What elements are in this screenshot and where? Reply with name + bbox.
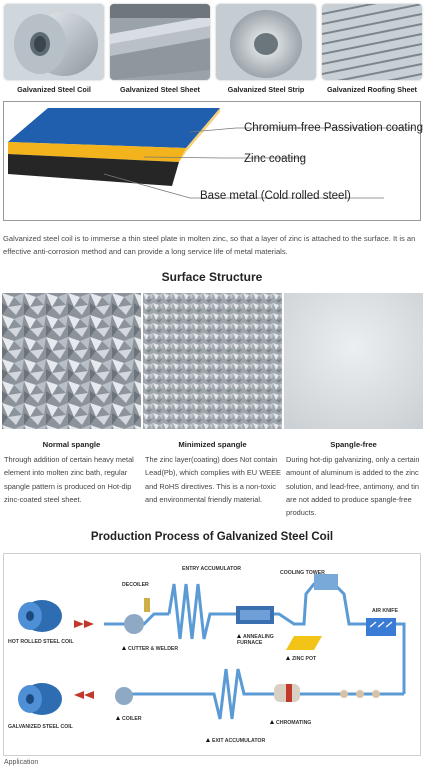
product-label: Galvanized Steel Sheet [120, 85, 200, 94]
passivation-label: Chromium-free Passivation coating [244, 122, 423, 134]
coating-layers-diagram [3, 101, 421, 221]
spangle-title: Normal spangle [42, 440, 101, 449]
product-label: Galvanized Steel Coil [17, 85, 91, 94]
entry-accumulator-label: ENTRY ACCUMULATOR [182, 566, 241, 572]
spangle-title: Spangle-free [330, 440, 377, 449]
cooling-tower-icon [314, 574, 338, 590]
annealing-furnace-label: ANNEALING FURNACE [237, 634, 274, 646]
base-metal-label: Base metal (Cold rolled steel) [200, 190, 351, 202]
decoiler-icon [124, 614, 144, 634]
galvanized-coil-icon [18, 683, 62, 715]
product-roofing-sheet[interactable] [322, 4, 422, 94]
product-steel-coil[interactable] [4, 4, 104, 94]
product-steel-strip[interactable] [216, 4, 316, 94]
normal-spangle-image [2, 293, 141, 429]
minimized-spangle-image [143, 293, 282, 429]
spangle-description: During hot-dip galvanizing, only a certain amount of aluminum is added to the zinc solution, and lead-free, antimony, and tin are not added to produce spangle-free products. [286, 455, 420, 518]
coiler-label: COILER [116, 716, 142, 722]
cutter-welder-icon [144, 598, 150, 612]
production-process-title: Production Process of Galvanized Steel Coil [90, 531, 334, 543]
exit-accumulator-label: EXIT ACCUMULATOR [206, 738, 265, 744]
steel-coil-photo [4, 4, 104, 80]
production-process-diagram [3, 553, 421, 756]
application-heading: Application [4, 759, 39, 766]
hot-rolled-label: HOT ROLLED STEEL COIL [8, 639, 74, 645]
spangle-description: Through addition of certain heavy metal element into molten zinc bath, regular spangle pattern is produced on Hot-dip zinc-coated steel sheet. [4, 455, 134, 504]
spangle-free-image [284, 293, 423, 429]
spangle-title: Minimized spangle [178, 440, 247, 449]
zinc-label: Zinc coating [244, 153, 307, 165]
surface-structure-title: Surface Structure [161, 270, 263, 284]
roofing-sheet-photo [322, 4, 422, 80]
cutter-welder-label: CUTTER & WELDER [122, 646, 178, 652]
product-label: Galvanized Steel Strip [227, 85, 305, 94]
chromating-label: CHROMATING [270, 720, 311, 726]
steel-strip-photo [216, 4, 316, 80]
intro-paragraph: Galvanized steel coil is to immerse a thin steel plate in molten zinc, so that a layer of zinc is attached to the surface. It is an effective anti-corrosion method and can provide a long service life of metal materials. [3, 234, 416, 256]
passivation-layer [8, 108, 220, 148]
entry-accumulator [169, 584, 236, 639]
zinc-pot-icon [286, 636, 322, 650]
hot-rolled-coil-icon [18, 600, 62, 632]
decoiler-label: DECOILER [122, 582, 149, 588]
air-knife-label: AIR KNIFE [372, 608, 398, 614]
cooling-tower-label: COOLING TOWER [280, 570, 325, 576]
zinc-pot-label: ZINC POT [286, 656, 316, 662]
product-steel-sheet[interactable] [110, 4, 210, 94]
coiler-icon [115, 687, 133, 705]
steel-sheet-photo [110, 4, 210, 80]
product-label: Galvanized Roofing Sheet [326, 85, 417, 94]
galvanized-coil-label: GALVANIZED STEEL COIL [8, 724, 73, 730]
spangle-description: The zinc layer(coating) does Not contain Lead(Pb), which complies with EU WEEE and RoHS directives. This is a non-toxic and environmental friendly material. [145, 455, 281, 504]
